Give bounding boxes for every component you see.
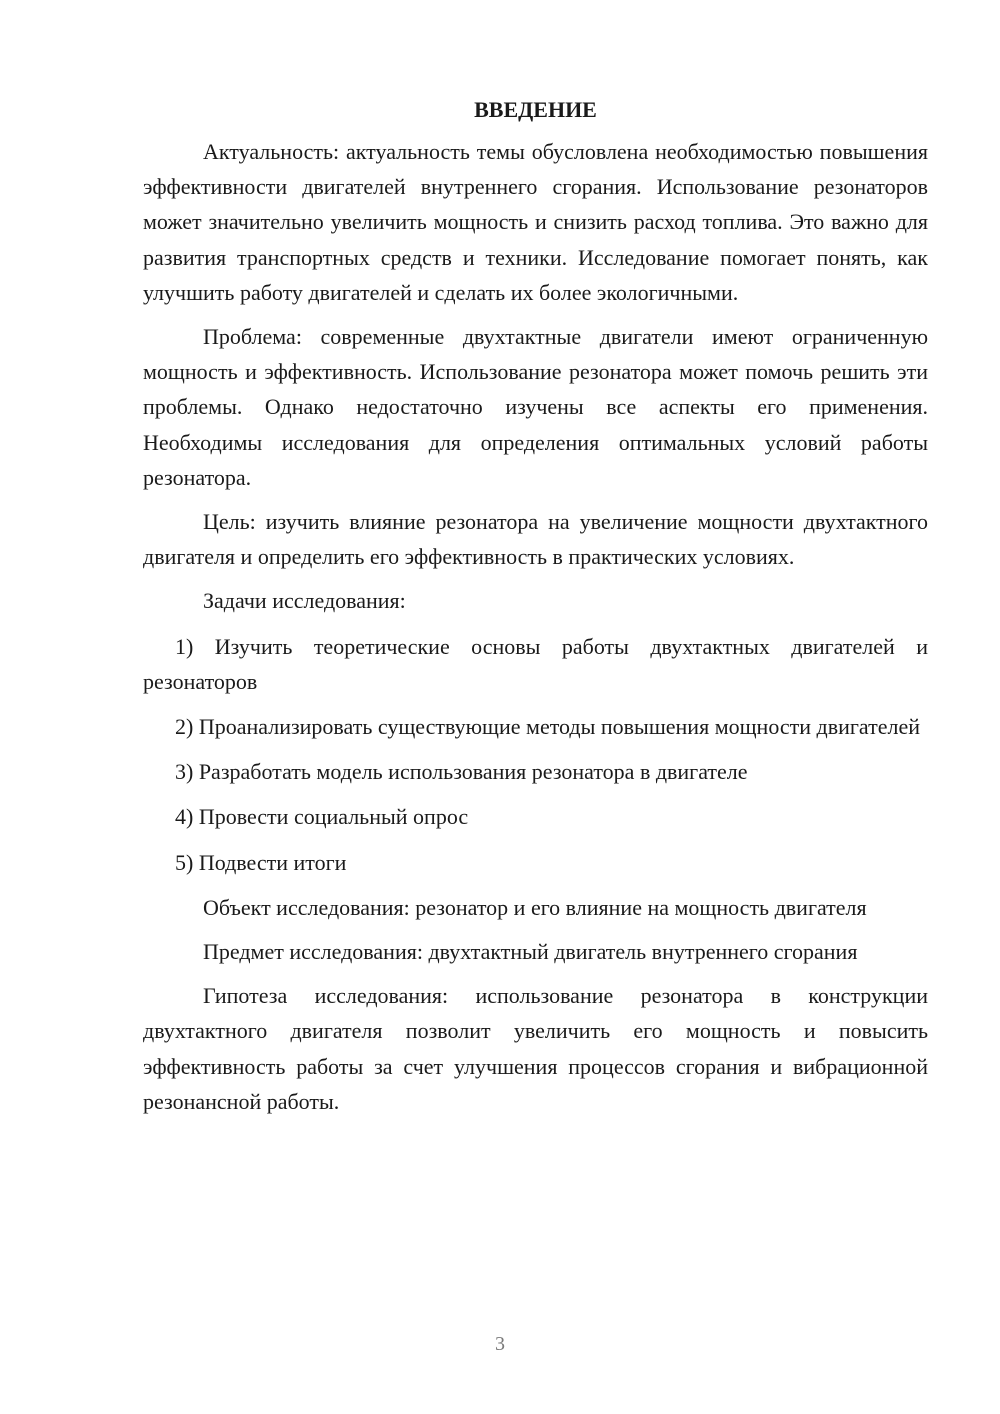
page-title: ВВЕДЕНИЕ	[474, 97, 597, 122]
task-item-3: 3) Разработать модель использования резонатора в двигателе	[175, 759, 748, 785]
page-number: 3	[495, 1333, 505, 1355]
tasks-list	[143, 629, 928, 880]
task-item-1: 1) Изучить теоретические основы работы двухтактных двигателей и резонаторов	[143, 633, 928, 694]
subject-paragraph: Предмет исследования: двухтактный двигатель внутреннего сгорания	[203, 939, 858, 965]
task-item-4: 4) Провести социальный опрос	[175, 804, 469, 830]
relevance-paragraph: Актуальность: актуальность темы обусловлена необходимостью повышения эффективности двигателей внутреннего сгорания. Использование резонаторов может значительно увеличить мощность и снизить расход топлива. Это важно для развития транспортных средств и техники. Исследование помогает понять, как улучшить работу двигателей и сделать их более экологичными.	[143, 139, 928, 305]
hypothesis-paragraph: Гипотеза исследования: использование резонатора в конструкции двухтактного двигателя позволит увеличить его мощность и повысить эффективность работы за счет улучшения процессов сгорания и вибрационной резонансной работы.	[143, 983, 928, 1114]
task-item-5: 5) Подвести итоги	[175, 849, 347, 875]
problem-paragraph: Проблема: современные двухтактные двигатели имеют ограниченную мощность и эффективность. Использование резонатора может помочь решить эти проблемы. Однако недостаточно изучены все аспекты его применения. Необходимы исследования для определения оптимальных условий работы резонатора.	[143, 324, 928, 490]
document-page	[143, 92, 928, 1128]
goal-paragraph: Цель: изучить влияние резонатора на увеличение мощности двухтактного двигателя и определить его эффективность в практических условиях.	[143, 509, 928, 570]
task-item-2: 2) Проанализировать существующие методы повышения мощности двигателей	[175, 714, 920, 740]
tasks-heading: Задачи исследования:	[203, 588, 406, 614]
object-paragraph: Объект исследования: резонатор и его влияние на мощность двигателя	[203, 894, 867, 920]
